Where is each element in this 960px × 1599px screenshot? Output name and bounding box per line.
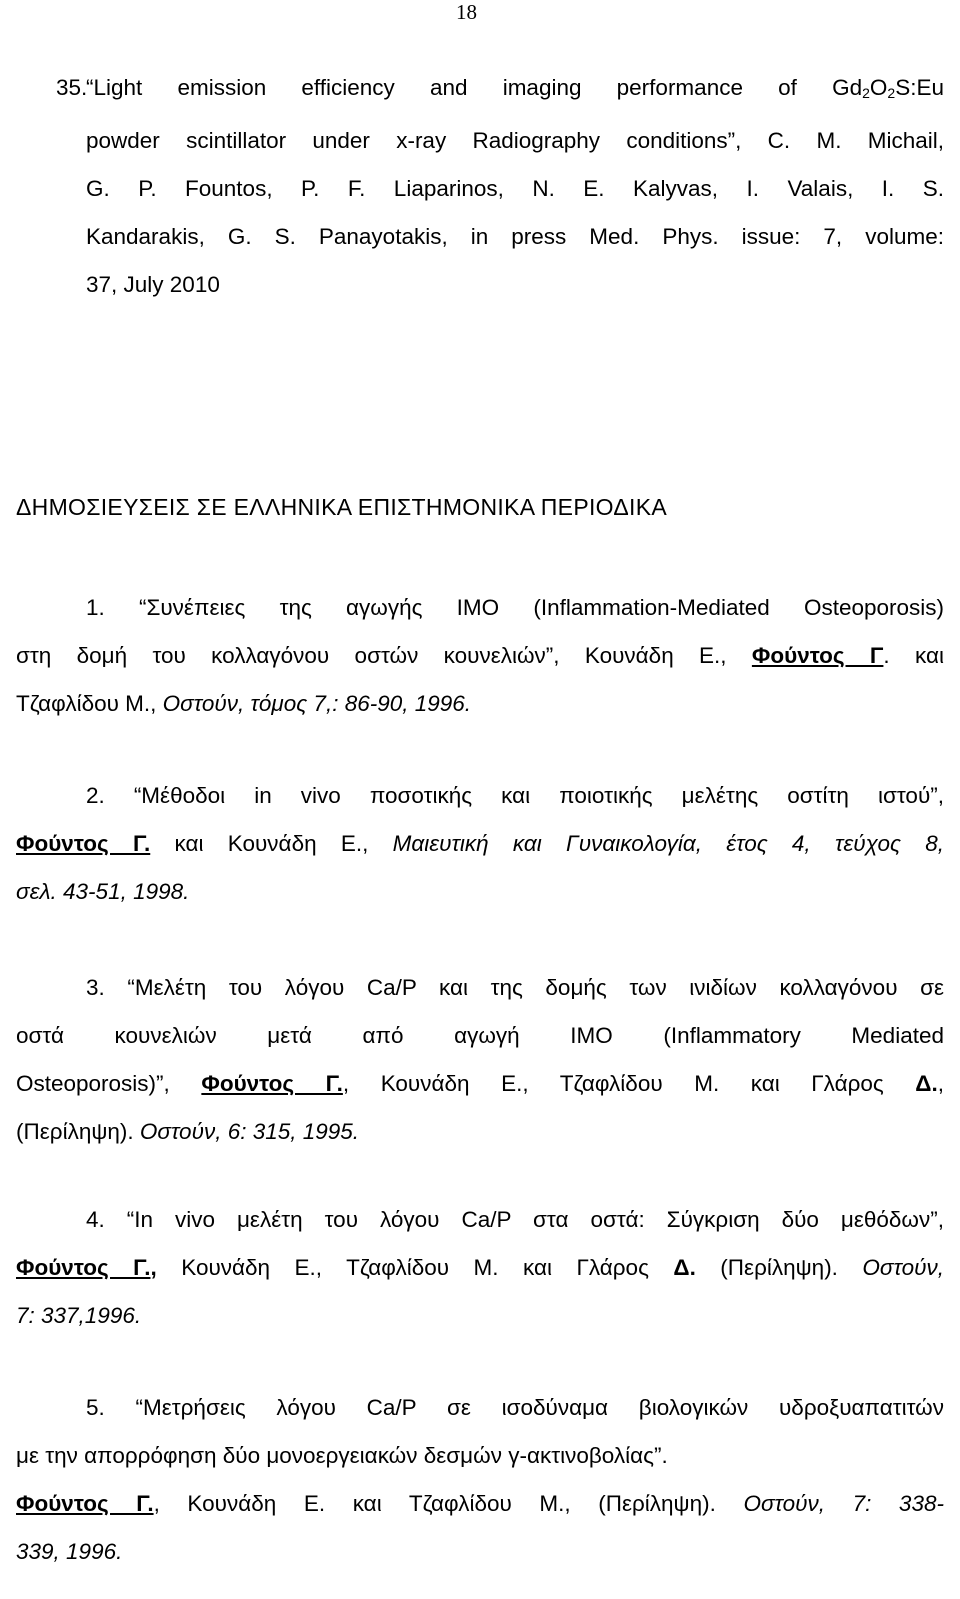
- text: , Κουνάδη Ε., Τζαφλίδου Μ. και Γλάρος: [342, 1071, 916, 1096]
- author-initial: Δ.: [673, 1255, 696, 1280]
- reference-2-line-1: 2. “Μέθοδοι in vivo ποσοτικής και ποιοτικής μελέτης οστίτη ιστού”,: [86, 783, 944, 808]
- section-heading: ΔΗΜΟΣΙΕΥΣΕΙΣ ΣΕ ΕΛΛΗΝΙΚΑ ΕΠΙΣΤΗΜΟΝΙΚΑ ΠΕΡΙΟΔΙΚΑ: [16, 494, 667, 520]
- page-number: 18: [456, 0, 477, 24]
- reference-4: [16, 1196, 944, 1340]
- author-initial: Δ.: [915, 1071, 938, 1096]
- reference-1-line-2: [16, 632, 944, 680]
- reference-1-line-1: 1. “Συνέπειες της αγωγής IMO (Inflammation-Mediated Osteoporosis): [86, 595, 944, 620]
- reference-number: 35.: [56, 75, 88, 100]
- reference-1: [16, 584, 944, 728]
- reference-3: [16, 964, 944, 1156]
- reference-35-line-3: G. P. Fountos, P. F. Liaparinos, N. E. Kalyvas, I. Valais, I. S.: [86, 176, 944, 201]
- text: (Περίληψη).: [695, 1255, 863, 1280]
- text: Τζαφλίδου Μ.,: [16, 691, 163, 716]
- text: ,: [937, 1071, 944, 1096]
- reference-2-line-2: [16, 820, 944, 868]
- journal: Οστούν, 6: 315, 1995.: [139, 1119, 360, 1144]
- reference-35-line-4: Kandarakis, G. S. Panayotakis, in press Med. Phys. issue: 7, volume:: [86, 224, 944, 249]
- text: . και: [883, 643, 944, 668]
- reference-4-line-3: 7: 337,1996.: [16, 1303, 142, 1328]
- reference-35-line-2: powder scintillator under x-ray Radiography conditions”, C. M. Michail,: [86, 128, 944, 153]
- reference-1-line-3: [16, 680, 944, 728]
- text: , Κουνάδη Ε. και Τζαφλίδου Μ., (Περίληψη).: [153, 1491, 744, 1516]
- text: στη δομή του κολλαγόνου οστών κουνελιών”, Κουνάδη Ε.,: [16, 643, 752, 668]
- journal: Μαιευτική και Γυναικολογία, έτος 4, τεύχος 8,: [392, 831, 944, 856]
- reference-2-line-3: σελ. 43-51, 1998.: [16, 879, 190, 904]
- author-highlight: Φούντος Γ.: [16, 831, 151, 856]
- reference-5-line-1: 5. “Μετρήσεις λόγου Ca/P σε ισοδύναμα βιολογικών υδροξυαπατιτών: [86, 1395, 944, 1420]
- journal: Οστούν,: [862, 1255, 944, 1280]
- text: Κουνάδη Ε., Τζαφλίδου Μ. και Γλάρος: [156, 1255, 674, 1280]
- reference-35: [16, 64, 944, 309]
- reference-5-line-3: [16, 1480, 944, 1528]
- reference-3-line-3: [16, 1060, 944, 1108]
- text: και Κουνάδη Ε.,: [150, 831, 393, 856]
- text: (Περίληψη).: [16, 1119, 140, 1144]
- reference-5: [16, 1384, 944, 1576]
- comma: ,: [150, 1255, 157, 1280]
- author-highlight: Φούντος Γ.: [201, 1071, 343, 1096]
- author-highlight: Φούντος Γ: [751, 643, 884, 668]
- author-highlight: Φούντος Γ.: [16, 1255, 151, 1280]
- text: Osteoporosis)”,: [16, 1071, 202, 1096]
- reference-3-line-1: 3. “Μελέτη του λόγου Ca/P και της δομής των ινιδίων κολλαγόνου σε: [86, 975, 944, 1000]
- reference-4-line-1: 4. “In vivo μελέτη του λόγου Ca/P στα οστά: Σύγκριση δύο μεθόδων”,: [86, 1207, 944, 1232]
- journal: Οστούν, 7: 338-: [743, 1491, 944, 1516]
- reference-3-line-4: [16, 1108, 944, 1156]
- reference-2: [16, 772, 944, 916]
- reference-35-line-5: 37, July 2010: [86, 272, 220, 297]
- text: S:Eu: [895, 75, 944, 100]
- journal: Οστούν, τόμος 7,: 86-90, 1996.: [162, 691, 472, 716]
- subscript: 2: [887, 85, 896, 101]
- reference-3-line-2: οστά κουνελιών μετά από αγωγή IMO (Inflammatory Mediated: [16, 1023, 944, 1048]
- reference-4-line-2: [16, 1244, 944, 1292]
- reference-5-line-4: 339, 1996.: [16, 1539, 123, 1564]
- reference-5-line-2: με την απορρόφηση δύο μονοεργειακών δεσμών γ-ακτινοβολίας”.: [16, 1443, 668, 1468]
- reference-35-line-1: [16, 64, 944, 117]
- author-highlight: Φούντος Γ.: [16, 1491, 154, 1516]
- text: O: [869, 75, 888, 100]
- subscript: 2: [862, 85, 870, 101]
- text: “Light emission efficiency and imaging performance of Gd: [86, 75, 863, 100]
